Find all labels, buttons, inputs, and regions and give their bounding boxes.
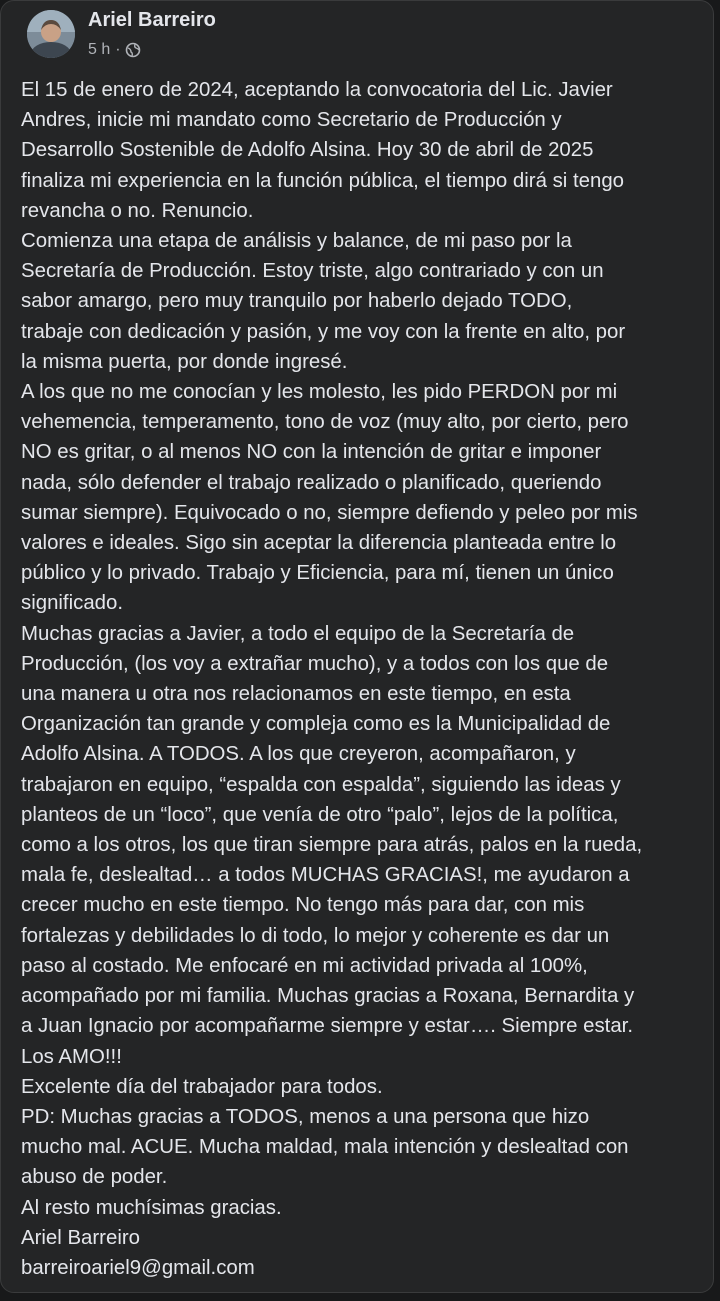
post-paragraph [21, 226, 711, 377]
post-text-line: significado. [21, 592, 124, 615]
author-name[interactable]: Ariel Barreiro [88, 9, 216, 31]
post-meta [88, 41, 141, 59]
post-text-line: Adolfo Alsina. A TODOS. A los que creyeron, acompañaron, y [21, 743, 576, 766]
post-text-line: la misma puerta, por donde ingresé. [21, 350, 348, 373]
post-text-line: mala fe, deslealtad… a todos MUCHAS GRACIAS!, me ayudaron a [21, 864, 630, 887]
avatar-photo [27, 10, 75, 58]
post-text-line: público y lo privado. Trabajo y Eficiencia, para mí, tienen un único [21, 562, 614, 585]
post-text-line: Desarrollo Sostenible de Adolfo Alsina. Hoy 30 de abril de 2025 [21, 139, 594, 162]
post-paragraph [21, 377, 711, 619]
post-text-line: trabajaron en equipo, “espalda con espalda”, siguiendo las ideas y [21, 773, 621, 796]
post-text-line: Al resto muchísimas gracias. [21, 1196, 282, 1219]
post-text-line: PD: Muchas gracias a TODOS, menos a una persona que hizo [21, 1105, 590, 1128]
post-text-line: Secretaría de Producción. Estoy triste, algo contrariado y con un [21, 260, 604, 283]
post-text-line: paso al costado. Me enfocaré en mi actividad privada al 100%, [21, 954, 588, 977]
post-text-line: sumar siempre). Equivocado o no, siempre defiendo y peleo por mis [21, 501, 638, 524]
post-paragraph [21, 75, 711, 226]
post-text-line: finaliza mi experiencia en la función pública, el tiempo dirá si tengo [21, 169, 624, 192]
post-text-line: NO es gritar, o al menos NO con la intención de gritar e imponer [21, 441, 602, 464]
post-text-line: una manera u otra nos relacionamos en este tiempo, en esta [21, 683, 571, 706]
post-text-line: barreiroariel9@gmail.com [21, 1256, 255, 1279]
timestamp[interactable]: 5 h [88, 41, 111, 58]
post-text-line: trabaje con dedicación y pasión, y me voy con la frente en alto, por [21, 320, 626, 343]
post-text-line: sabor amargo, pero muy tranquilo por haberlo dejado TODO, [21, 290, 573, 313]
post-text-line: Muchas gracias a Javier, a todo el equipo de la Secretaría de [21, 622, 575, 645]
post-paragraph [21, 1253, 711, 1283]
post-text-line: vehemencia, temperamento, tono de voz (muy alto, por cierto, pero [21, 411, 629, 434]
post-text-line: Comienza una etapa de análisis y balance, de mi paso por la [21, 230, 572, 253]
post-paragraph [21, 1102, 711, 1193]
post-paragraph [21, 1072, 711, 1102]
post-text-line: El 15 de enero de 2024, aceptando la convocatoria del Lic. Javier [21, 79, 613, 101]
post-text-line: Excelente día del trabajador para todos. [21, 1075, 383, 1098]
post-paragraph [21, 619, 711, 1072]
post-paragraph [21, 1193, 711, 1223]
post-text-line: Organización tan grande y compleja como es la Municipalidad de [21, 713, 611, 736]
post-text [21, 75, 711, 1283]
post-text-line: a Juan Ignacio por acompañarme siempre y estar…. Siempre estar. [21, 1015, 634, 1038]
post-text-line: revancha o no. Renuncio. [21, 199, 254, 222]
post-text-line: como a los otros, los que tiran siempre para atrás, palos en la rueda, [21, 834, 643, 857]
globe-icon [125, 42, 141, 58]
post-text-line: mucho mal. ACUE. Mucha maldad, mala intención y deslealtad con [21, 1136, 629, 1159]
avatar[interactable] [27, 10, 75, 58]
post-text-line: Andres, inicie mi mandato como Secretario de Producción y [21, 109, 562, 132]
post-text-line: nada, sólo defender el trabajo realizado o planificado, queriendo [21, 471, 602, 494]
post-text-line: planteos de un “loco”, que venía de otro “palo”, lejos de la política, [21, 803, 619, 826]
post-text-line: crecer mucho en este tiempo. No tengo más para dar, con mis [21, 894, 585, 917]
post-paragraph [21, 1223, 711, 1253]
post-text-line: valores e ideales. Sigo sin aceptar la diferencia planteada entre lo [21, 532, 617, 555]
post-text-line: acompañado por mi familia. Muchas gracias a Roxana, Bernardita y [21, 985, 635, 1008]
post-text-line: Ariel Barreiro [21, 1226, 140, 1249]
post-text-line: A los que no me conocían y les molesto, les pido PERDON por mi [21, 381, 618, 404]
post-text-line: fortalezas y debilidades lo di todo, lo mejor y coherente es dar un [21, 924, 610, 947]
post-text-line: Producción, (los voy a extrañar mucho), y a todos con los que de [21, 652, 609, 675]
meta-separator: · [115, 41, 121, 58]
post-text-line: Los AMO!!! [21, 1045, 122, 1068]
post-text-line: abuso de poder. [21, 1166, 168, 1189]
